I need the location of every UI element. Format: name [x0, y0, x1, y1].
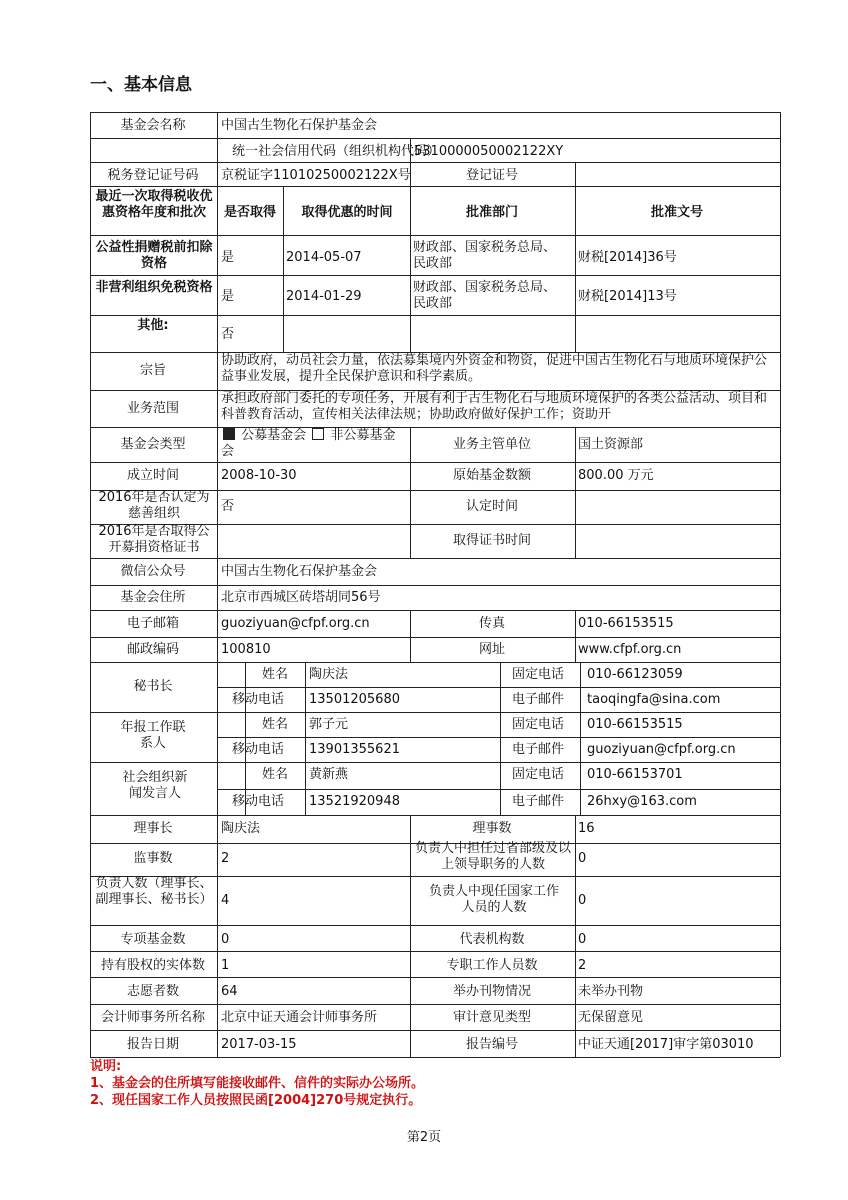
report-date-value: 2017-03-15 [221, 1037, 297, 1052]
type-public-label: 公募基金会 [241, 428, 307, 443]
notes-title: 说明: [90, 1059, 122, 1074]
special-funds-value: 0 [221, 932, 230, 947]
page-number: 第2页 [406, 1130, 442, 1145]
directors-label: 理事数 [472, 821, 512, 836]
founded-label: 成立时间 [126, 468, 180, 483]
volunteers-label: 志愿者数 [126, 984, 180, 999]
secretary-mobile-value: 13501205680 [309, 692, 400, 707]
spokes-mobile-value: 13521920948 [309, 794, 400, 809]
postcode-value: 100810 [221, 642, 271, 657]
fundraise-2016-label: 2016年是否取得公开募捐资格证书 [98, 524, 210, 555]
supervisor-label: 业务主管单位 [452, 437, 532, 452]
landline-label: 固定电话 [512, 667, 565, 682]
table-rule [90, 712, 780, 713]
scope-label: 业务范围 [126, 401, 180, 416]
checkbox-unchecked-icon [312, 428, 324, 440]
wechat-label: 微信公众号 [120, 564, 186, 579]
full-time-label: 专职工作人员数 [446, 958, 538, 973]
np-doc-value: 财税[2014]13号 [578, 289, 677, 304]
type-label: 基金会类型 [120, 437, 186, 452]
table-rule [90, 585, 780, 586]
chairman-label: 理事长 [133, 821, 173, 836]
credit-code-value: 5310000050002122XY [414, 144, 564, 159]
credit-code-label: 统一社会信用代码（组织机构代码） [232, 144, 441, 159]
person-email-label: 电子邮件 [512, 794, 565, 809]
table-rule [575, 815, 576, 1057]
table-rule [90, 462, 780, 463]
original-fund-value: 800.00 万元 [578, 468, 654, 483]
table-rule [90, 925, 780, 926]
obtained-time-label: 取得优惠的时间 [301, 205, 393, 220]
ex-officials-label: 负责人中担任过省部级及以上领导职务的人数 [414, 841, 571, 872]
ex-officials-value: 0 [578, 851, 587, 866]
address-value: 北京市西城区砖塔胡同56号 [221, 590, 381, 605]
report-no-value: 中证天通[2017]审字第03010 [578, 1037, 754, 1052]
pw-obtained-value: 是 [221, 250, 235, 265]
checkbox-checked-icon [223, 428, 235, 440]
np-obtained-value: 是 [221, 289, 235, 304]
special-funds-label: 专项基金数 [120, 932, 186, 947]
rep-offices-label: 代表机构数 [459, 932, 525, 947]
purpose-label: 宗旨 [139, 363, 167, 378]
table-rule [780, 112, 781, 1057]
equity-entities-value: 1 [221, 958, 230, 973]
notes-line-1: 1、基金会的住所填写能接收邮件、信件的实际办公场所。 [90, 1076, 425, 1091]
contact-email-value: guoziyuan@cfpf.org.cn [587, 742, 736, 757]
table-rule [245, 662, 246, 815]
table-rule [90, 977, 780, 978]
table-rule [90, 112, 91, 1057]
table-rule [90, 275, 780, 276]
table-rule [90, 1004, 780, 1005]
audit-firm-label: 会计师事务所名称 [100, 1010, 206, 1025]
supervisor-value: 国土资源部 [578, 437, 644, 452]
secretary-label: 秘书长 [133, 679, 173, 694]
equity-entities-label: 持有股权的实体数 [100, 958, 206, 973]
other-obtained-value: 否 [221, 327, 235, 342]
address-label: 基金会住所 [120, 590, 186, 605]
website-value: www.cfpf.org.cn [578, 642, 682, 657]
email-value: guoziyuan@cfpf.org.cn [221, 616, 370, 631]
table-rule [500, 662, 501, 815]
wechat-value: 中国古生物化石保护基金会 [221, 564, 378, 579]
obtained-label: 是否取得 [223, 205, 277, 220]
supervisors-label: 监事数 [133, 851, 173, 866]
table-rule [217, 737, 780, 738]
table-rule [90, 186, 780, 187]
audit-opinion-value: 无保留意见 [578, 1010, 644, 1025]
leaders-value: 4 [221, 893, 230, 908]
full-time-value: 2 [578, 958, 587, 973]
table-rule [90, 1030, 780, 1031]
table-rule [580, 662, 581, 815]
fax-value: 010-66153515 [578, 616, 674, 631]
table-rule [90, 235, 780, 236]
table-rule [90, 162, 780, 163]
pw-time-value: 2014-05-07 [286, 250, 362, 265]
type-nonpublic-label: 非公募基金会 [221, 428, 396, 459]
current-officials-value: 0 [578, 893, 587, 908]
table-rule [575, 186, 576, 352]
tax-reg-label: 税务登记证号码 [107, 168, 199, 183]
table-rule [575, 427, 576, 558]
tax-reg-value: 京税证字11010250002122X号 [221, 168, 411, 183]
person-name-label: 姓名 [262, 667, 289, 682]
table-rule [305, 662, 306, 815]
approval-dept-label: 批准部门 [465, 205, 519, 220]
person-name-label: 姓名 [262, 767, 289, 782]
table-rule [575, 610, 576, 662]
cert-time-label: 取得证书时间 [452, 533, 532, 548]
notes [90, 1058, 424, 1109]
mobile-label: 移动电话 [232, 742, 285, 757]
website-label: 网址 [478, 642, 506, 657]
table-rule [90, 662, 780, 663]
founded-value: 2008-10-30 [221, 468, 297, 483]
table-rule [575, 162, 576, 186]
table-rule [90, 762, 780, 763]
charity-2016-value: 否 [221, 499, 235, 514]
secretary-email-value: taoqingfa@sina.com [587, 692, 721, 707]
chairman-value: 陶庆法 [221, 821, 261, 836]
landline-label: 固定电话 [512, 717, 565, 732]
table-rule [410, 427, 411, 558]
scope-value: 承担政府部门委托的专项任务，开展有利于古生物化石与地质环境保护的各类公益活动、项目和科普教育活动，宣传相关法律法规；协助政府做好保护工作；资助开 [221, 391, 768, 422]
pw-doc-value: 财税[2014]36号 [578, 250, 677, 265]
mobile-label: 移动电话 [232, 692, 285, 707]
table-rule [90, 315, 780, 316]
postcode-label: 邮政编码 [126, 642, 180, 657]
name-value: 中国古生物化石保护基金会 [221, 118, 378, 133]
contact-mobile-value: 13901355621 [309, 742, 400, 757]
name-label: 基金会名称 [120, 118, 186, 133]
table-rule [410, 186, 411, 352]
table-rule [217, 112, 218, 1057]
table-rule [217, 687, 780, 688]
np-time-value: 2014-01-29 [286, 289, 362, 304]
recognized-time-label: 认定时间 [465, 499, 519, 514]
table-rule [90, 815, 780, 816]
leaders-label: 负责人数（理事长、副理事长、秘书长） [95, 876, 213, 907]
audit-firm-value: 北京中证天通会计师事务所 [221, 1010, 378, 1025]
table-rule [217, 789, 780, 790]
report-no-label: 报告编号 [465, 1037, 519, 1052]
current-officials-label: 负责人中现任国家工作人员的人数 [428, 884, 559, 915]
public-welfare-label: 公益性捐赠税前扣除资格 [95, 240, 213, 271]
table-rule [90, 951, 780, 952]
table-rule [410, 610, 411, 662]
section-title: 一、基本信息 [90, 75, 192, 95]
tax-recent-label: 最近一次取得税收优惠资格年度和批次 [95, 189, 213, 220]
purpose-value: 协助政府，动员社会力量，依法募集境内外资金和物资，促进中国古生物化石与地质环境保护公益事业发展，提升全民保护意识和科学素质。 [221, 353, 768, 384]
contact-landline-value: 010-66153515 [587, 717, 683, 732]
table-rule [90, 637, 780, 638]
audit-opinion-label: 审计意见类型 [452, 1010, 532, 1025]
np-dept-value: 财政部、国家税务总局、民政部 [413, 280, 557, 311]
secretary-name-value: 陶庆法 [309, 667, 349, 682]
foundation-type-options [221, 428, 407, 460]
other-label: 其他: [137, 318, 169, 333]
table-rule [90, 558, 780, 559]
spokesperson-label: 社会组织新闻发言人 [122, 770, 188, 801]
original-fund-label: 原始基金数额 [452, 468, 532, 483]
person-email-label: 电子邮件 [512, 742, 565, 757]
charity-2016-label: 2016年是否认定为慈善组织 [98, 490, 210, 521]
contact-name-value: 郭子元 [309, 717, 349, 732]
rep-offices-value: 0 [578, 932, 587, 947]
non-profit-label: 非营利组织免税资格 [95, 280, 213, 295]
notes-line-2: 2、现任国家工作人员按照民函[2004]270号规定执行。 [90, 1093, 422, 1108]
approval-doc-label: 批准文号 [650, 205, 704, 220]
register-no-label: 登记证号 [465, 168, 519, 183]
directors-value: 16 [578, 821, 595, 836]
volunteers-value: 64 [221, 984, 238, 999]
report-date-label: 报告日期 [126, 1037, 180, 1052]
table-rule [90, 112, 780, 113]
mobile-label: 移动电话 [232, 794, 285, 809]
person-email-label: 电子邮件 [512, 692, 565, 707]
spokes-name-value: 黄新燕 [309, 767, 349, 782]
table-rule [90, 427, 780, 428]
secretary-landline-value: 010-66123059 [587, 667, 683, 682]
spokes-landline-value: 010-66153701 [587, 767, 683, 782]
supervisors-value: 2 [221, 851, 230, 866]
table-rule [283, 186, 284, 352]
landline-label: 固定电话 [512, 767, 565, 782]
publication-value: 未举办刊物 [578, 984, 644, 999]
fax-label: 传真 [478, 616, 506, 631]
person-name-label: 姓名 [262, 717, 289, 732]
table-rule [90, 138, 780, 139]
pw-dept-value: 财政部、国家税务总局、民政部 [413, 240, 557, 271]
table-rule [90, 610, 780, 611]
table-rule [410, 815, 411, 1057]
email-label: 电子邮箱 [126, 616, 180, 631]
spokes-email-value: 26hxy@163.com [587, 794, 697, 809]
publication-label: 举办刊物情况 [452, 984, 532, 999]
annual-contact-label: 年报工作联系人 [120, 720, 186, 751]
